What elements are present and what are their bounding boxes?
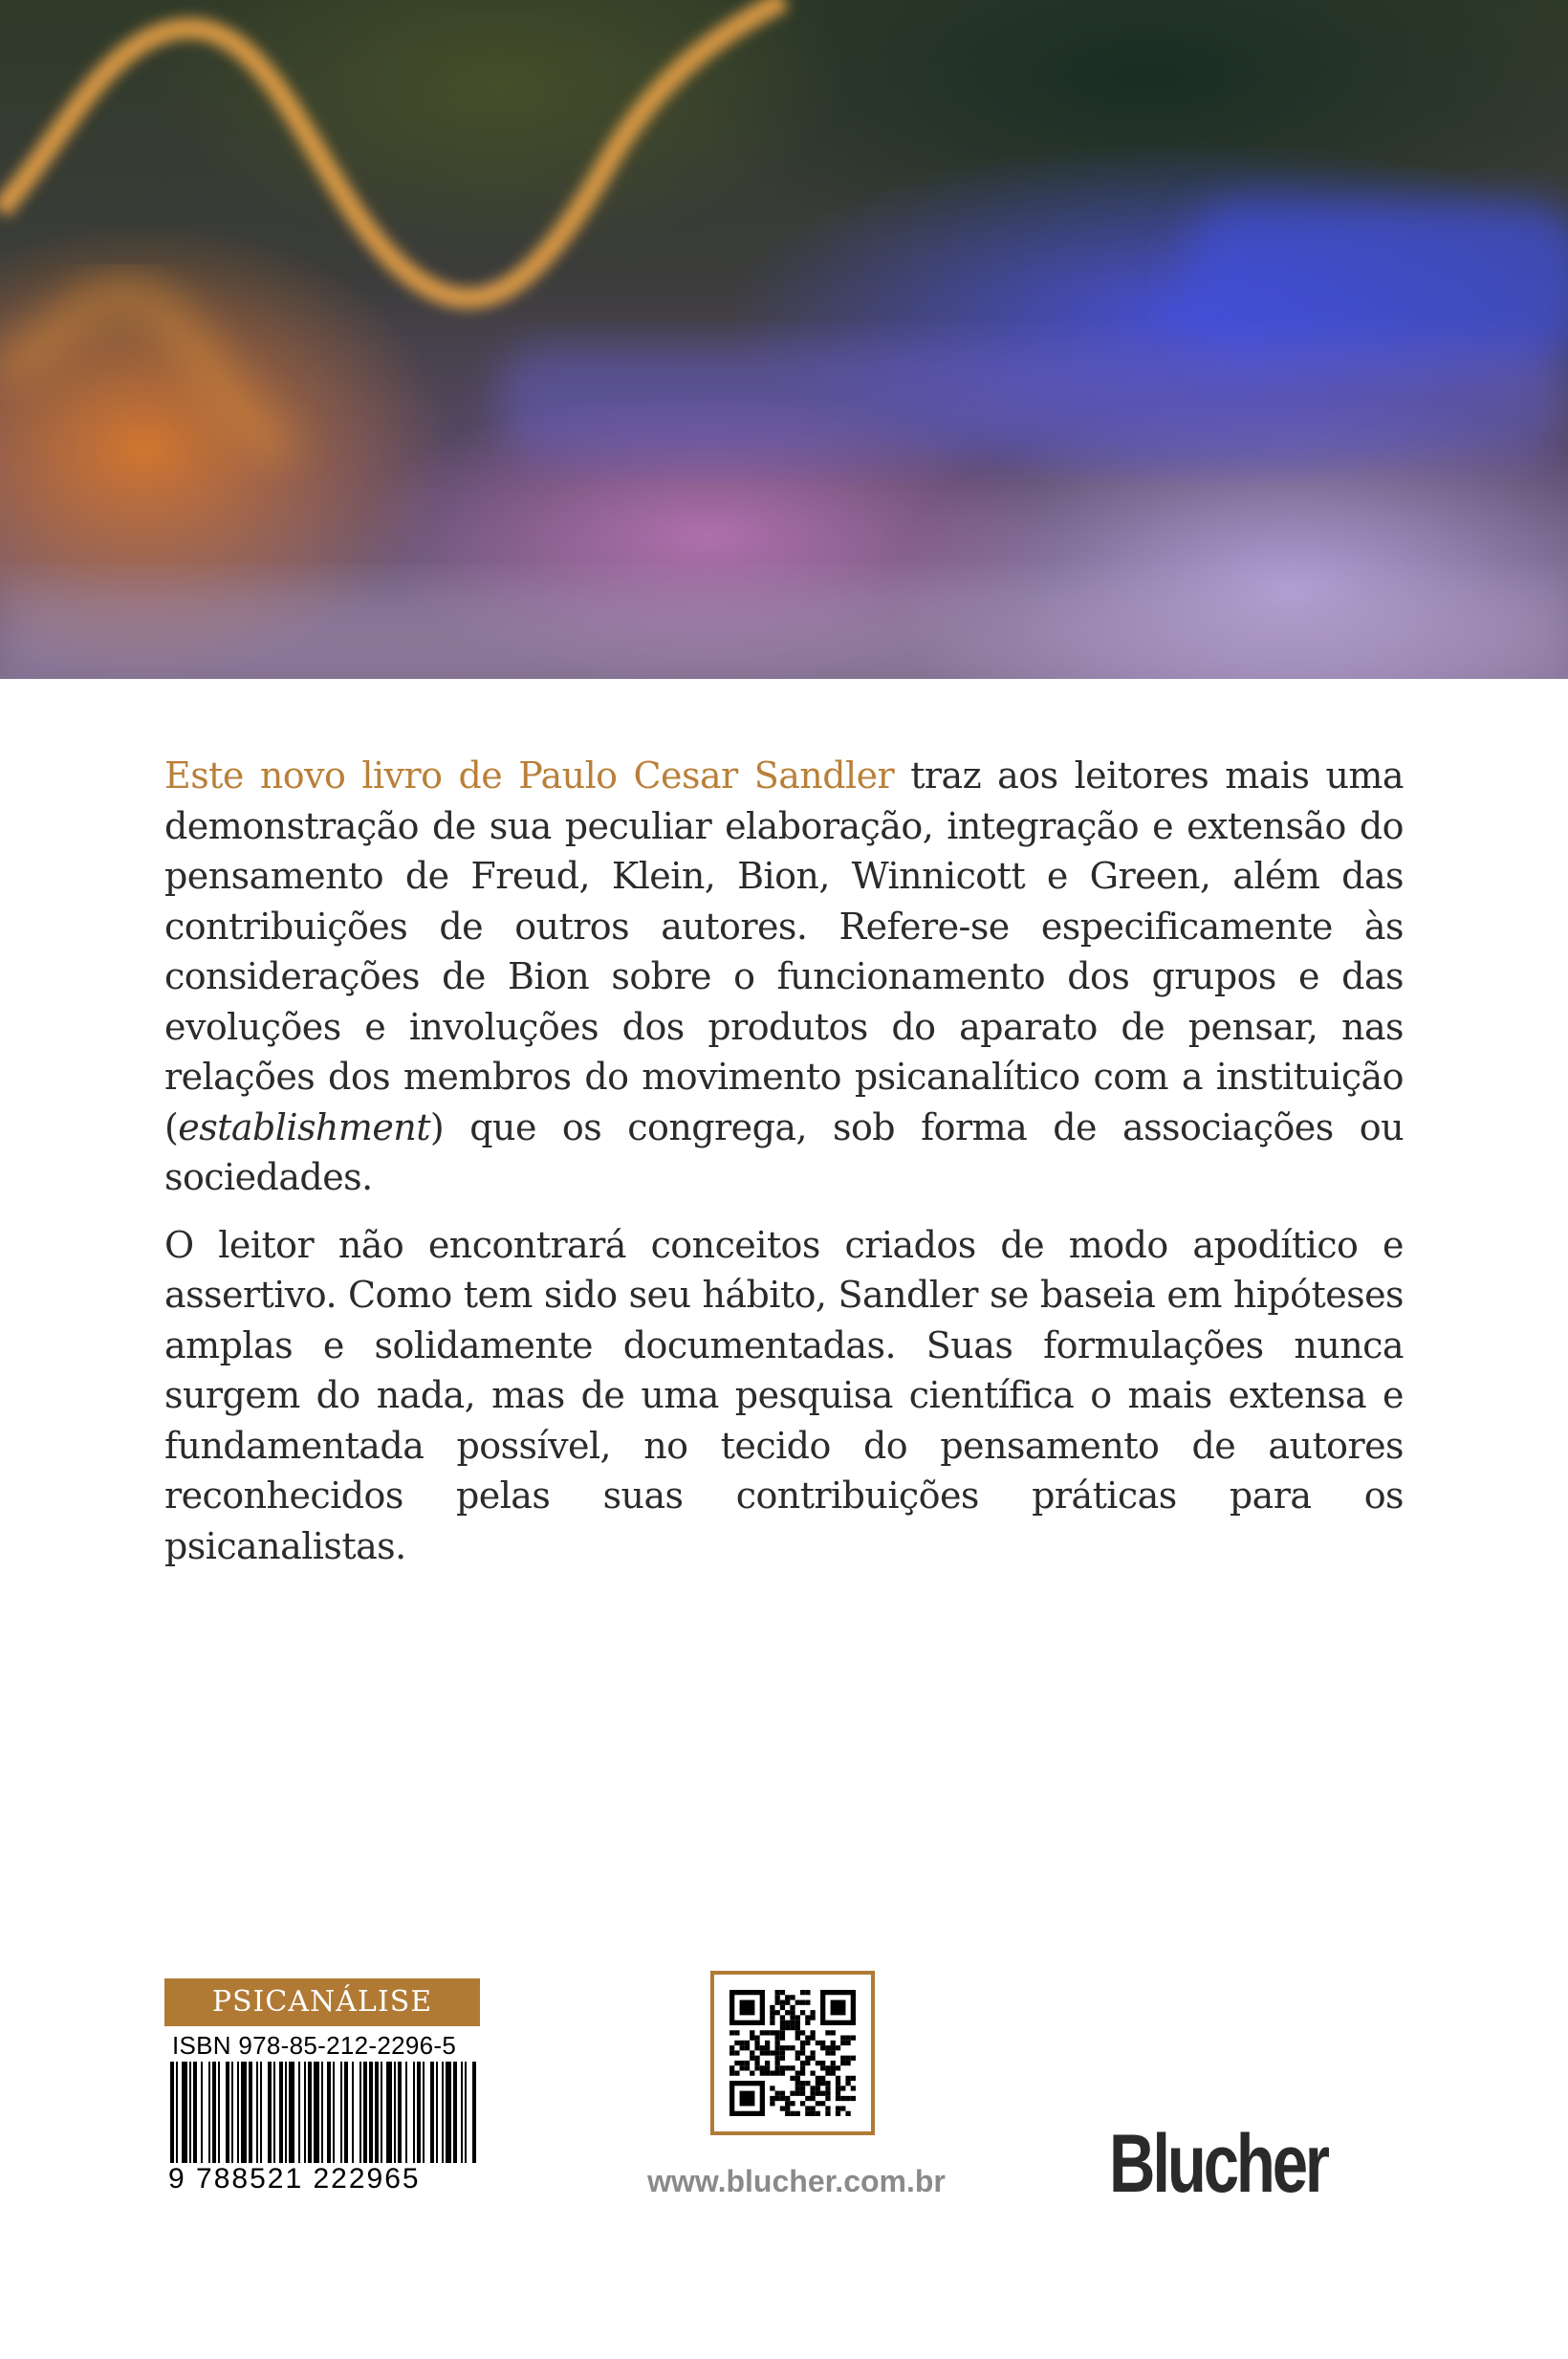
barcode-icon	[164, 2062, 480, 2174]
qr-code[interactable]	[710, 1971, 875, 2135]
italic-term: establishment	[178, 1105, 430, 1148]
lead-phrase: Este novo livro de Paulo Cesar Sandler	[164, 754, 895, 797]
website-link[interactable]: www.blucher.com.br	[647, 2164, 946, 2198]
paragraph-1	[164, 751, 1404, 1203]
paragraph-2: O leitor não encontrará conceitos criados de modo apodítico e assertivo. Como tem sido seu hábito, Sandler se baseia em hipóteses amplas e solidamente documentadas. Suas formulações nunca surgem do nada, mas de uma pesquisa científica o mais extensa e fundamentada possível, no tecido do pensamento de autores reconhecidos pelas suas contribuições práticas para os psicanalistas.	[164, 1223, 1404, 1567]
category-label: PSICANÁLISE	[164, 1978, 480, 2026]
paragraph-1-text: traz aos leitores mais uma demonstração de sua peculiar elaboração, integração e extensão do pensamento de Freud, Klein, Bion, Winnicott e Green, além das contribuições de outros autores. Refere-se especificamente às considerações de Bion sobre o funcionamento dos grupos e das evoluções e involuções dos produtos do aparato de pensar, nas relações dos membros do movimento psicanalítico com a instituição (	[164, 754, 1404, 1148]
cover-photo	[0, 0, 1568, 679]
barcode-digits: 9 788521 222965	[166, 2163, 478, 2195]
light-trail-graphic	[0, 0, 1568, 679]
publisher-logo: Blucher	[1109, 2118, 1327, 2210]
paragraph-1-tail: ) que os congrega, sob forma de associações ou sociedades.	[164, 1105, 1404, 1198]
isbn-number: ISBN 978-85-212-2296-5	[172, 2031, 457, 2060]
qr-code-icon	[730, 1990, 856, 2116]
back-cover-text	[164, 751, 1404, 1588]
isbn-barcode	[164, 2031, 480, 2201]
